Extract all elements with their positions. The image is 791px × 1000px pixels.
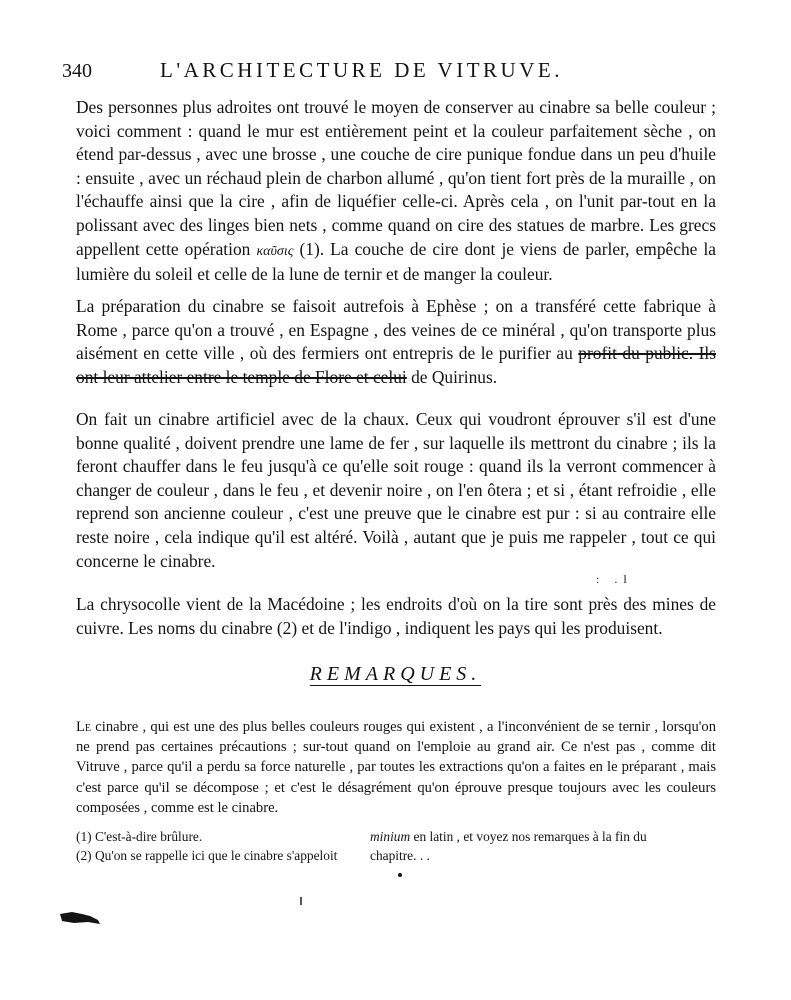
remarks-text: cinabre , qui est une des plus belles couleurs rouges qui existent , a l'inconvénient de se ternir , lorsqu'on ne prend pas certaines précautions ; sur-tout quand on l'emploie au grand air. Ce n'est pas , comme dit Vitruve , parce qu'il a perdu sa force naturelle , par toutes les extractions qu'on a faites en le préparant , mais c'est parce qu'il se décompose ; et c'est le désagrément qu'on éprouve presque toujours avec les couleurs composées , comme est le cinabre.: [76, 719, 716, 816]
section-heading: [0, 663, 791, 686]
paragraph-text: La chrysocolle vient de la Macédoine ; les endroits d'où on la tire sont près des mines de cuivre. Les noms du cinabre (2) et de l'indigo , indiquent les pays qui les produisent.: [76, 594, 716, 638]
ink-speck: [398, 873, 402, 877]
paragraph-text: de Quirinus.: [406, 366, 498, 387]
footnote-latin-word: minium: [370, 829, 411, 844]
paragraph-cinnabar-preparation: [76, 295, 716, 389]
ink-tick-mark: [300, 897, 302, 905]
page-header: [62, 58, 722, 86]
footnotes: [76, 827, 716, 865]
page-number: 340: [62, 60, 92, 82]
footnote-2-end: chapitre. . .: [370, 848, 430, 863]
footnote-line-2: [76, 846, 716, 865]
paragraph-text: Des personnes plus adroites ont trouvé le moyen de conserver au cinabre sa belle couleur ; voici comment : quand le mur est entièrement peint et la couleur parfaitement sèche , on étend par-dessus , avec une brosse , une couche de cire punique fondue dans un peu d'huile : ensuite , avec un réchaud plein de charbon allumé , qu'on tient fort près de la muraille , on l'échauffe ainsi que la cire , afin de liquéfier celle-ci. Après cela , on l'unit par-tout en la polissant avec des linges bien nets , comme quand on cire des statues de marbre. Les grecs appellent cette opération: [76, 97, 716, 259]
paragraph-wax-coating: [76, 96, 716, 287]
greek-word: καῦσις: [256, 243, 294, 259]
remarks-initial-word: Le: [76, 719, 92, 735]
remarks-paragraph: [76, 717, 716, 818]
footnote-2: (2) Qu'on se rappelle ici que le cinabre s'appeloit: [76, 848, 338, 863]
paragraph-text: La préparation du cinabre se faisoit autrefois à Ephèse ; on a transféré cette fabrique à Rome , parce qu'on a trouvé , en Espagne , des veines de ce minéral , qu'on transporte plus aisément en cette ville , où des fermiers ont entrepris de le purifier au: [76, 296, 716, 364]
running-title: L'ARCHITECTURE DE VITRUVE.: [160, 58, 563, 82]
footnote-1: (1) C'est-à-dire brûlure.: [76, 829, 203, 844]
footnote-line-1: [76, 827, 716, 846]
footnote-text: en latin , et voyez nos remarques à la fin du: [410, 829, 647, 844]
paragraph-text: On fait un cinabre artificiel avec de la chaux. Ceux qui voudront éprouver s'il est d'une bonne qualité , doivent prendre une lame de fer , sur laquelle ils mettront du cinabre ; ils la feront chauffer dans le feu jusqu'à ce qu'elle soit rouge : quand ils la verront commencer à changer de couleur , dans le feu , et devenir noire , on l'en ôtera ; et si , étant refroidie , elle reprend son ancienne couleur , c'est une preuve que le cinabre est pur : si au contraire elle reste noire , cela indique qu'il est altéré. Voilà , autant que je puis me rappeler , tout ce qui concerne le cinabre.: [76, 409, 716, 571]
section-heading-text: REMARQUES.: [309, 663, 482, 685]
ink-blot-mark: [60, 911, 100, 925]
stray-ink-marks: : .l: [596, 572, 633, 586]
paragraph-text: (1). La couche de cire dont je viens de parler, empêche la lumière du soleil et celle de la lune de ternir et de manger la couleur.: [76, 238, 716, 285]
paragraph-artificial-cinnabar: [76, 408, 716, 573]
struck-through-text: profit du public. Ils ont leur attelier entre le temple de Flore et celui: [76, 343, 716, 387]
paragraph-chrysocolla: [76, 593, 716, 640]
footnote-2-continuation: [370, 827, 647, 846]
